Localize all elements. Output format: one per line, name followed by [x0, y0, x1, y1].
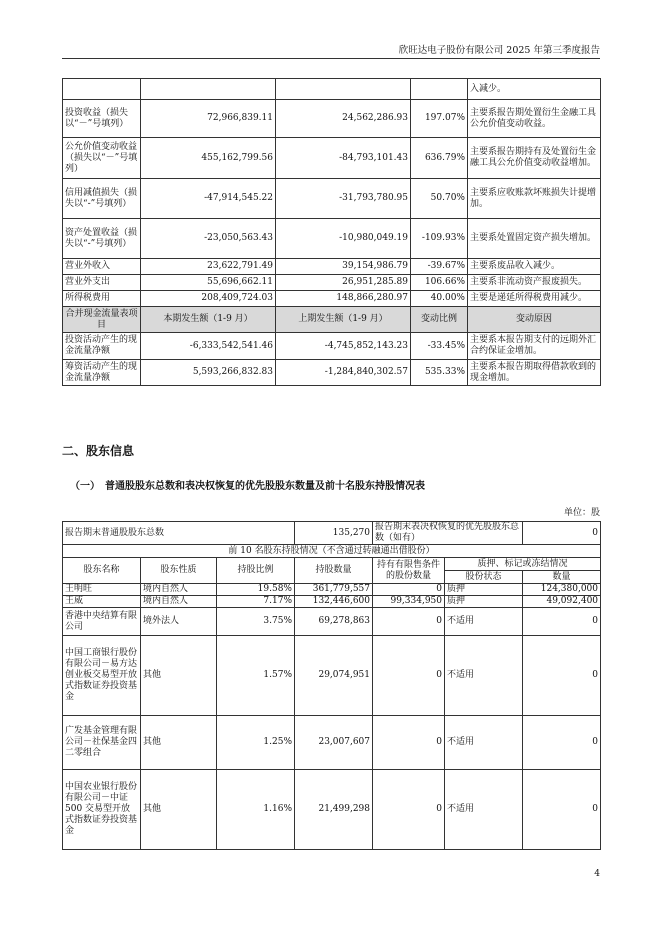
table-row: 投资收益（损失以“－”号填列） 72,966,839.11 24,562,286.93 197.07% 主要系报告期处置衍生金融工具公允价值变动收益。	[63, 100, 601, 138]
subheader-row: 股份状态 数量	[63, 571, 601, 584]
table-row: 中国工商银行股份有限公司－易方达创业板交易型开放式指数证券投资基金 其他 1.57% 29,074,951 0 不适用 0	[63, 636, 601, 716]
table-row: 资产处置收益（损失以“-”号填列） -23,050,563.43 -10,980,049.19 -109.93% 主要系处置固定资产损失增加。	[63, 219, 601, 259]
table-row: 所得税费用 208,409,724.03 148,866,280.97 40.00% 主要是递延所得税费用减少。	[63, 291, 601, 307]
header-title: 欣旺达电子股份有限公司 2025 年第三季度报告	[398, 45, 600, 56]
table-row: 公允价值变动收益（损失以“－”号填列） 455,162,799.56 -84,793,101.43 636.79% 主要系报告期持有及处置衍生金融工具公允价值变动收益增加。	[63, 138, 601, 179]
shareholder-table	[62, 521, 601, 850]
page-number: 4	[594, 869, 600, 879]
header-row: 股东名称 股东性质 持股比例 持股数量 持有有限售条件的股份数量 质押、标记或冻结情况	[63, 558, 601, 571]
section-title: 二、股东信息	[62, 444, 135, 458]
table-row: 营业外收入 23,622,791.49 39,154,986.79 -39.67% 主要系废品收入减少。	[63, 259, 601, 275]
page-header	[62, 40, 600, 59]
table-row: 王明旺 境内自然人 19.58% 361,779,557 0 质押 124,380,000	[63, 584, 601, 596]
table-row: 香港中央结算有限公司 境外法人 3.75% 69,278,863 0 不适用 0	[63, 608, 601, 636]
income-change-table	[62, 78, 601, 386]
top10-title-row: 前 10 名股东持股情况（不含通过转融通出借股份）	[63, 545, 601, 558]
table-row: 营业外支出 55,696,662.11 26,951,285.89 106.66% 主要系非流动资产报废损失。	[63, 275, 601, 291]
table-row: 投资活动产生的现金流量净额 -6,333,542,541.46 -4,745,852,143.23 -33.45% 主要系本报告期支付的远期外汇合约保证金增加。	[63, 333, 601, 360]
table-row: 信用减值损失（损失以“-”号填列） -47,914,545.22 -31,793,780.95 50.70% 主要系应收账款坏账损失计提增加。	[63, 179, 601, 219]
section-subtitle: （一） 普通股股东总数和表决权恢复的优先股股东数量及前十名股东持股情况表	[70, 481, 425, 492]
table-row: 入减少。	[63, 79, 601, 100]
table-row: 中国农业银行股份有限公司－中证 500 交易型开放式指数证券投资基金 其他 1.16% 21,499,298 0 不适用 0	[63, 770, 601, 850]
cashflow-header-row: 合并现金流量表项目 本期发生额（1-9 月） 上期发生额（1-9 月） 变动比例 变动原因	[63, 307, 601, 333]
table-row: 王威 境内自然人 7.17% 132,446,600 99,334,950 质押 49,092,400	[63, 596, 601, 608]
table-row: 广发基金管理有限公司－社保基金四二零组合 其他 1.25% 23,007,607 0 不适用 0	[63, 716, 601, 770]
table-row: 筹资活动产生的现金流量净额 5,593,266,832.83 -1,284,840,302.57 535.33% 主要系本报告期取得借款收到的现金增加。	[63, 360, 601, 386]
summary-row: 报告期末普通股股东总数 135,270 报告期末表决权恢复的优先股股东总数（如有） 0	[63, 522, 601, 545]
unit-label: 单位：股	[563, 508, 600, 518]
